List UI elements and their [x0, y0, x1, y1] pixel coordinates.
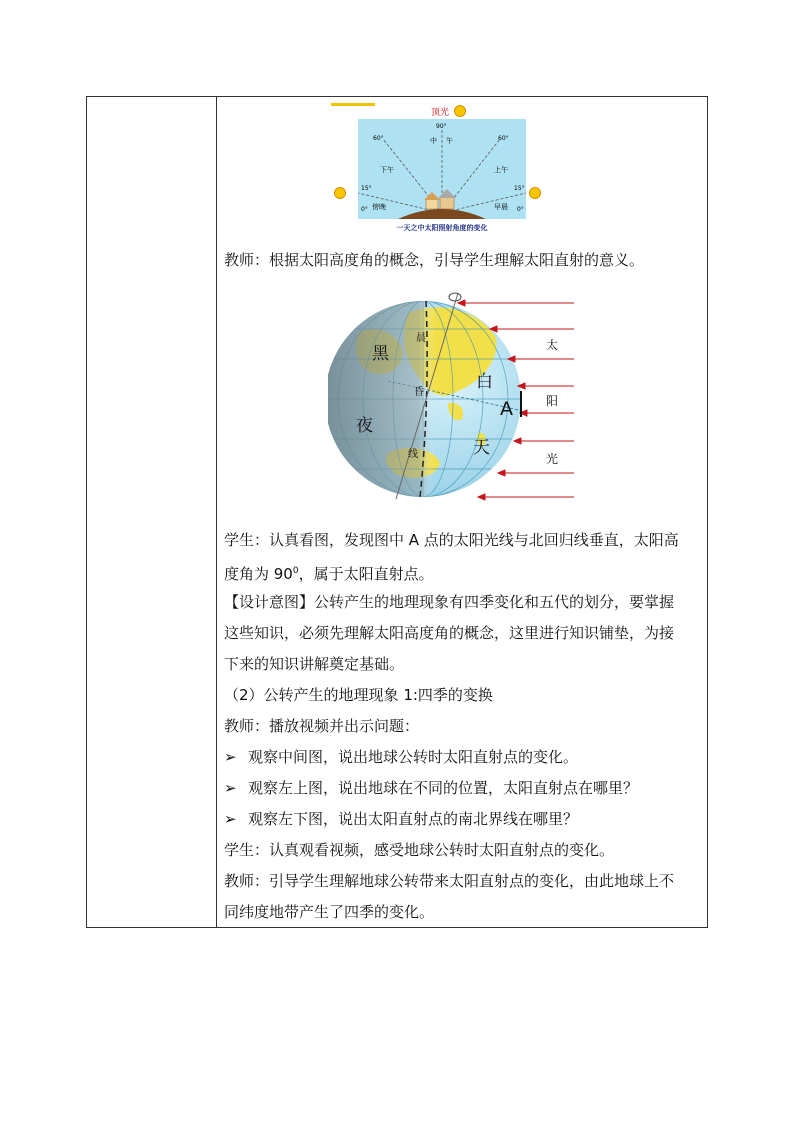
- terminator-label-1: 晨: [416, 333, 426, 344]
- angle-90-label: 90°: [436, 123, 447, 130]
- list-item-text: 观察中间图，说出地球公转时太阳直射点的变化。: [248, 748, 579, 766]
- top-light-label: 顶光: [431, 108, 450, 118]
- angle-value-text: 度角为 90: [224, 565, 293, 583]
- sunlight-label-1: 太: [546, 338, 559, 352]
- terminator-label-3: 线: [408, 449, 418, 460]
- day-label-1: 白: [476, 372, 493, 392]
- terminator-label-2: 昏: [414, 387, 424, 398]
- arrow-bullet-icon: ➢: [224, 810, 237, 828]
- angle-15-left-label: 15°: [361, 185, 372, 192]
- teacher-paragraph-3-line-1: 教师：引导学生理解地球公转带来太阳直射点的变化，由此地球上不: [224, 872, 675, 890]
- angle-15-right-label: 15°: [514, 185, 525, 192]
- sun-angle-caption: 一天之中太阳照射角度的变化: [396, 224, 488, 232]
- dusk-label: 傍晚: [372, 203, 386, 211]
- teacher-paragraph-3: [224, 866, 699, 928]
- sun-icon: [335, 188, 346, 199]
- angle-0-right-label: 0°: [517, 206, 524, 213]
- night-label-2: 夜: [356, 416, 373, 436]
- sun-icon: [455, 106, 466, 117]
- globe-sunlight-diagram: [328, 283, 588, 511]
- teacher-paragraph-1: 教师：根据太阳高度角的概念，引导学生理解太阳直射的意义。: [224, 251, 645, 269]
- teacher-paragraph-3-line-2: 同纬度地带产生了四季的变化。: [224, 903, 435, 921]
- arrow-bullet-icon: ➢: [224, 748, 237, 766]
- design-intent-line-3: 下来的知识讲解奠定基础。: [224, 655, 405, 673]
- sun-icon: [530, 188, 541, 199]
- morning-label: 上午: [494, 166, 508, 174]
- list-item: [224, 742, 578, 773]
- sunlight-label-2: 阳: [546, 394, 559, 408]
- early-morning-label: 早晨: [494, 203, 508, 211]
- angle-suffix-text: ，属于太阳直射点。: [298, 565, 434, 583]
- rotation-arrow-icon: [449, 293, 461, 301]
- table-left-column: [87, 97, 217, 927]
- lesson-table: [86, 96, 708, 928]
- angle-60-left-label: 60°: [373, 135, 384, 142]
- student-paragraph-1-line-2: [224, 556, 699, 590]
- angle-60-right-label: 60°: [498, 135, 509, 142]
- student-paragraph-1: [224, 525, 699, 590]
- angle-0-left-label: 0°: [361, 206, 368, 213]
- list-item-text: 观察左上图，说出地球在不同的位置，太阳直射点在哪里？: [248, 779, 639, 797]
- list-item: [224, 773, 638, 804]
- student-paragraph-1-line-1: 学生：认真看图，发现图中 A 点的太阳光线与北回归线垂直，太阳高: [224, 531, 679, 549]
- sunlight-label-3: 光: [546, 452, 559, 466]
- table-right-column: [218, 97, 707, 927]
- point-a-label: A: [500, 398, 513, 420]
- angle-superscript: 0: [292, 566, 299, 576]
- design-intent-line-2: 这些知识，必须先理解太阳高度角的概念，这里进行知识铺垫，为接: [224, 624, 675, 642]
- day-label-2: 天: [473, 438, 490, 458]
- teacher-paragraph-2: 教师：播放视频并出示问题：: [224, 717, 420, 735]
- noon-label-2: 午: [446, 137, 453, 145]
- arrow-bullet-icon: ➢: [224, 779, 237, 797]
- design-intent-line-1: 【设计意图】公转产生的地理现象有四季变化和五代的划分，要掌握: [224, 593, 675, 611]
- section-heading: （2）公转产生的地理现象 1:四季的变换: [224, 686, 493, 704]
- afternoon-label: 下午: [380, 166, 394, 174]
- design-intent-paragraph: [224, 587, 699, 680]
- noon-label-1: 中: [430, 137, 437, 145]
- student-paragraph-2: 学生：认真观看视频，感受地球公转时太阳直射点的变化。: [224, 841, 615, 859]
- sun-angle-diagram: [328, 101, 548, 233]
- night-label-1: 黑: [372, 344, 389, 364]
- list-item: [224, 804, 578, 835]
- list-item-text: 观察左下图，说出太阳直射点的南北界线在哪里？: [248, 810, 579, 828]
